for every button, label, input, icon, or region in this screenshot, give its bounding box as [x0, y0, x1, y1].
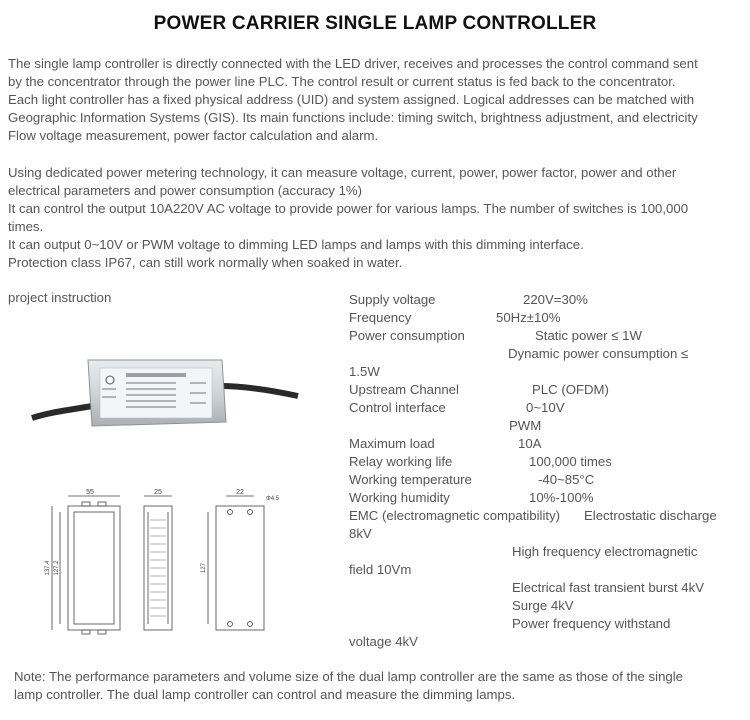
- spec-value: Static power ≤ 1W: [535, 328, 642, 343]
- spec-value: Electrostatic discharge: [584, 508, 717, 523]
- spec-value: 8kV: [349, 526, 372, 541]
- spec-value: Dynamic power consumption ≤: [508, 346, 689, 361]
- dim-height-b: 127.2: [54, 560, 60, 576]
- spec-value: PLC (OFDM): [532, 382, 609, 397]
- feature-line: It can output 0~10V or PWM voltage to dimming LED lamps and lamps with this dimming interface.: [8, 237, 584, 252]
- side-view: [144, 496, 172, 630]
- spec-value: Surge 4kV: [512, 598, 574, 613]
- intro-line: Each light controller has a fixed physical address (UID) and system assigned. Logical addresses can be matched with: [8, 92, 695, 107]
- spec-value: High frequency electromagnetic: [512, 544, 698, 559]
- features-paragraph: [8, 164, 746, 272]
- dim-height-c: 127: [201, 562, 207, 574]
- dim-width-c: 22: [236, 489, 244, 496]
- feature-line: Protection class IP67, can still work normally when soaked in water.: [8, 255, 403, 270]
- spec-value: 50Hz±10%: [496, 310, 561, 325]
- spec-label: Upstream Channel: [349, 382, 459, 397]
- spec-label: Relay working life: [349, 454, 453, 469]
- note-line: lamp controller. The dual lamp controller can control and measure the dimming lamps.: [14, 687, 516, 702]
- spec-value: 220V=30%: [523, 292, 588, 307]
- spec-label: Frequency: [349, 310, 412, 325]
- spec-value: 1.5W: [349, 364, 380, 379]
- dim-hole: Φ4.5: [266, 496, 280, 502]
- spec-value: 0~10V: [526, 400, 565, 415]
- intro-paragraph: [8, 55, 746, 145]
- side-view-ribs: [150, 520, 166, 616]
- spec-label: Power consumption: [349, 328, 465, 343]
- spec-value: -40~85°C: [538, 472, 595, 487]
- dim-height-a: 137.4: [45, 560, 51, 576]
- spec-label: Control interface: [349, 400, 446, 415]
- note-line: Note: The performance parameters and volume size of the dual lamp controller are the same as those of the single: [14, 669, 684, 684]
- feature-line: times.: [8, 219, 44, 234]
- dim-width-b: 25: [154, 489, 162, 496]
- intro-line: The single lamp controller is directly connected with the LED driver, receives and processes the control command sent: [8, 56, 698, 71]
- back-view: [208, 496, 264, 630]
- spec-value: 10A: [518, 436, 542, 451]
- note-paragraph: [14, 668, 744, 704]
- feature-line: electrical parameters and power consumption (accuracy 1%): [8, 183, 363, 198]
- spec-value: Electrical fast transient burst 4kV: [512, 580, 705, 595]
- spec-value: 10%-100%: [529, 490, 594, 505]
- spec-value: voltage 4kV: [349, 634, 418, 649]
- dimension-drawing: [40, 488, 280, 648]
- page-title: POWER CARRIER SINGLE LAMP CONTROLLER: [153, 13, 597, 34]
- spec-value: Power frequency withstand: [512, 616, 671, 631]
- spec-label: Supply voltage: [349, 292, 436, 307]
- intro-line: Geographic Information Systems (GIS). Its main functions include: timing switch, brightness adjustment, and electricity: [8, 110, 698, 125]
- spec-value: 100,000 times: [529, 454, 612, 469]
- dim-width-a: 55: [86, 489, 94, 496]
- intro-line: by the concentrator through the power line PLC. The control result or current status is fed back to the concentrator.: [8, 74, 676, 89]
- spec-value: field 10Vm: [349, 562, 412, 577]
- feature-line: Using dedicated power metering technology, it can measure voltage, current, power, power factor, power and other: [8, 165, 677, 180]
- front-view: [52, 496, 120, 634]
- feature-line: It can control the output 10A220V AC voltage to provide power for various lamps. The number of switches is 100,000: [8, 201, 689, 216]
- spec-label: Working humidity: [349, 490, 450, 505]
- intro-line: Flow voltage measurement, power factor calculation and alarm.: [8, 128, 379, 143]
- controller-photo: [30, 340, 300, 440]
- spec-label: EMC (electromagnetic compatibility): [349, 508, 561, 523]
- spec-label: Working temperature: [349, 472, 472, 487]
- spec-label: Maximum load: [349, 436, 435, 451]
- project-instruction-label: project instruction: [8, 290, 112, 305]
- spec-value: PWM: [509, 418, 542, 433]
